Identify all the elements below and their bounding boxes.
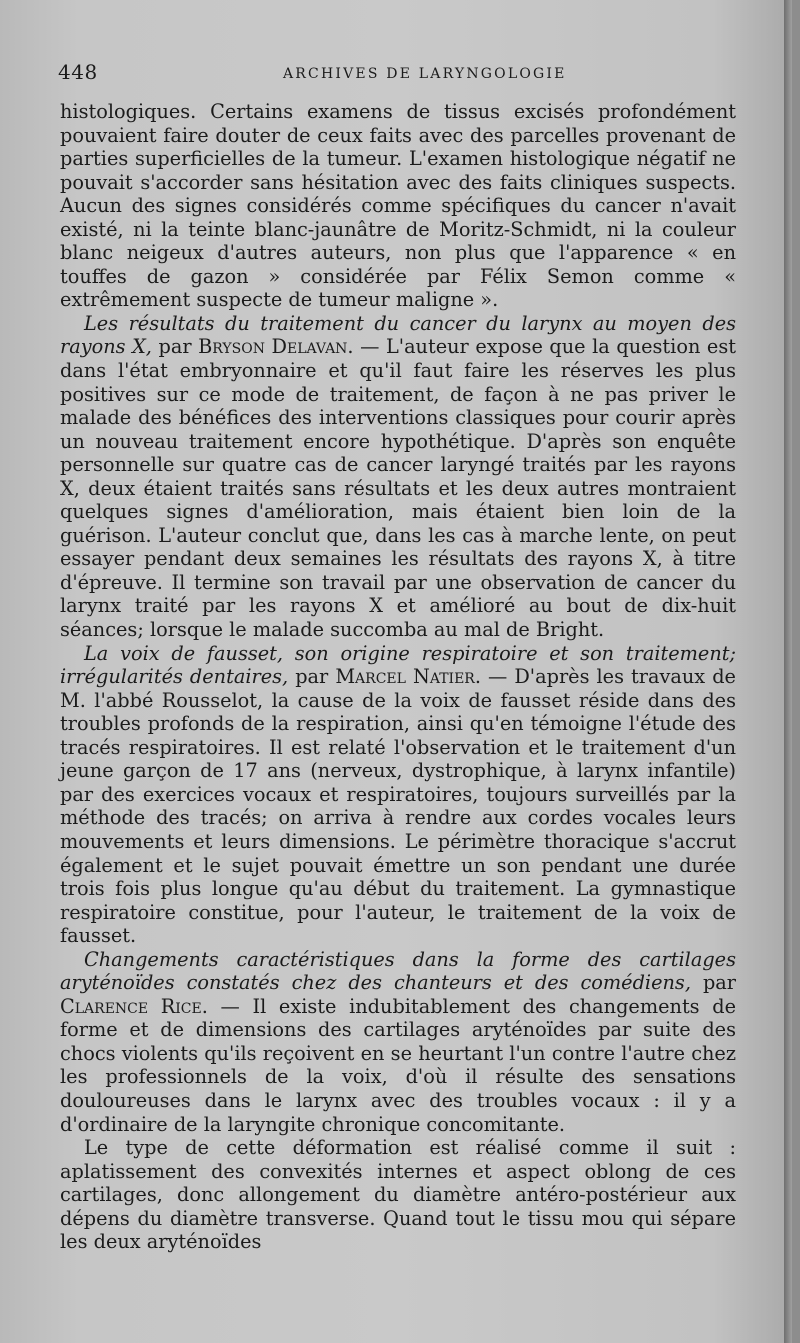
- abstract-author: Marcel Natier.: [335, 665, 481, 689]
- abstract-title: Les résultats du traitement du cancer du larynx au moyen des rayons X,: [60, 311, 736, 359]
- running-title: ARCHIVES DE LARYNGOLOGIE: [283, 66, 567, 82]
- abstract-author: Clarence Rice.: [60, 994, 208, 1018]
- abstract-rice: [60, 948, 736, 1136]
- abstract-by: par: [158, 335, 192, 359]
- abstract-title: Changements caractéristiques dans la forme des cartilages aryténoïdes constatés chez des chanteurs et des comédiens,: [60, 947, 736, 995]
- abstract-text: — D'après les travaux de M. l'abbé Rousselot, la cause de la voix de fausset réside dans des troubles profonds de la respiration, ainsi qu'en témoigne l'étude des tracés respiratoires. Il est relaté l'observation et le traitement d'un jeune garçon de 17 ans (nerveux, dystrophique, à larynx infantile) par des exercices vocaux et respiratoires, toujours surveillés par la méthode des tracés; on arriva à rendre aux cordes vocales leurs mouvements et leurs dimensions. Le périmètre thoracique s'accrut également et le sujet pouvait émettre un son pendant une durée trois fois plus longue qu'au début du traitement. La gymnastique respiratoire constitue, pour l'auteur, le traitement de la voix de fausset.: [60, 665, 736, 948]
- abstract-text: — L'auteur expose que la question est dans l'état embryonnaire et qu'il faut faire les réserves les plus positives sur ce mode de traitement, de façon à ne pas priver le malade des bénéfices des interventions classiques pour courir après un nouveau traitement encore hypothétique. D'après son enquête personnelle sur quatre cas de cancer laryngé traités par les rayons X, deux étaient traités sans résultats et les deux autres montraient quelques signes d'amélioration, mais étaient bien loin de la guérison. L'auteur conclut que, dans les cas à marche lente, on peut essayer pendant deux semaines les résultats des rayons X, à titre d'épreuve. Il termine son travail par une observation de cancer du larynx traité par les rayons X et amélioré au bout de dix-huit séances; lorsque le malade succomba au mal de Bright.: [60, 335, 736, 642]
- paragraph-text: Le type de cette déformation est réalisé comme il suit : aplatissement des convexités internes et aspect oblong de ces cartilages, donc allongement du diamètre antéro-postérieur aux dépens du diamètre transverse. Quand tout le tissu mou qui sépare les deux aryténoïdes: [60, 1136, 736, 1254]
- abstract-text: — Il existe indubitablement des changements de forme et de dimensions des cartilages aryténoïdes par suite des chocs violents qu'ils reçoivent en se heurtant l'un contre l'autre chez les professionnels de la voix, d'où il résulte des sensations douloureuses dans le larynx avec des troubles vocaux : il y a d'ordinaire de la laryngite chronique concomitante.: [60, 994, 736, 1136]
- abstract-natier: [60, 642, 736, 948]
- abstract-author: Bryson Delavan.: [198, 335, 354, 359]
- abstract-by: par: [295, 665, 329, 689]
- page-number: 448: [58, 60, 98, 84]
- paragraph-histology-continuation: [60, 100, 736, 312]
- article-body: [60, 100, 736, 1254]
- page-edge-shadow: [784, 0, 792, 1343]
- page-header: [58, 60, 738, 90]
- abstract-title: La voix de fausset, son origine respiratoire et son traitement; irrégularités dentaires,: [60, 641, 736, 689]
- paragraph-text: histologiques. Certains examens de tissus excisés profondément pouvaient faire douter de ceux faits avec des parcelles provenant de parties superficielles de la tumeur. L'examen histologique négatif ne pouvait s'accorder sans hésitation avec des faits cliniques suspects. Aucun des signes considérés comme spécifiques du cancer n'avait existé, ni la teinte blanc-jaunâtre de Moritz-Schmidt, ni la couleur blanc neigeux d'autres auteurs, non plus que l'apparence « en touffes de gazon » considérée par Félix Semon comme « extrêmement suspecte de tumeur maligne ».: [60, 100, 736, 312]
- paragraph-deformation-type: [60, 1136, 736, 1254]
- abstract-delavan: [60, 312, 736, 642]
- abstract-by: par: [702, 971, 736, 995]
